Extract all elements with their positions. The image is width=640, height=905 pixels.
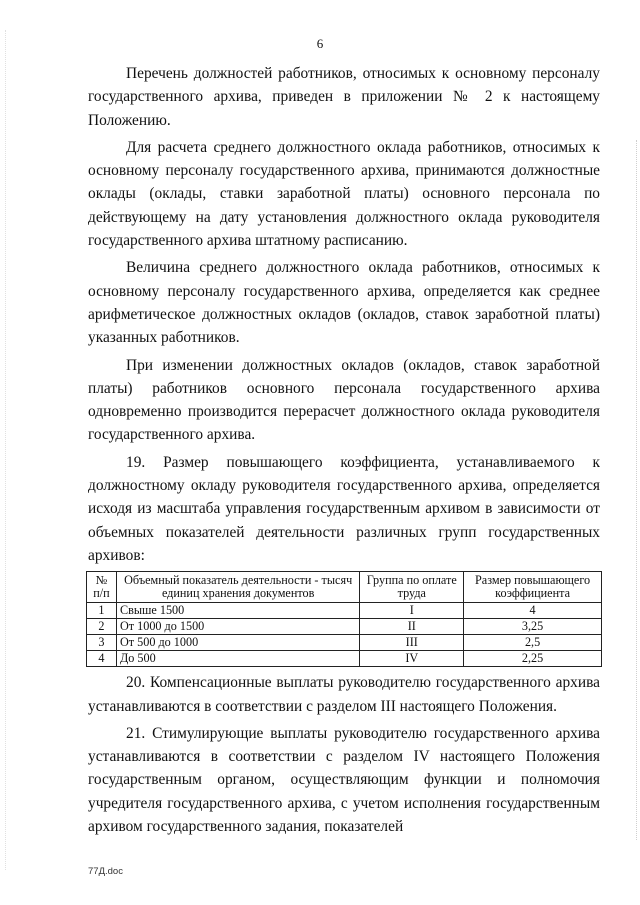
cell-coefficient: 2,25: [464, 651, 602, 667]
table-row: [87, 635, 602, 651]
document-body: [88, 62, 600, 842]
paragraph-19: 19. Размер повышающего коэффициента, устанавливаемого к должностному окладу руководителя государственного архива, определяется исходя из масштаба управления государственным архивом в зависимости от объемных показателей деятельности различных групп государственных архивов:: [88, 453, 600, 564]
cell-group: IV: [360, 651, 464, 667]
cell-number: 4: [87, 651, 117, 667]
cell-coefficient: 4: [464, 603, 602, 619]
cell-group: I: [360, 603, 464, 619]
header-number: № п/п: [87, 572, 117, 603]
cell-volume: От 1000 до 1500: [116, 619, 359, 635]
paragraph-average-salary-calc: Для расчета среднего должностного оклада работников, относимых к основному персоналу государственного архива, принимаются должностные оклады (оклады, ставки заработной платы) основного персонала по действующему на дату установления должностного оклада руководителя государственного архива штатному расписанию.: [88, 138, 600, 250]
paragraph-recalculation: При изменении должностных окладов (окладов, ставок заработной платы) работников основного персонала государственного архива одновременно производится перерасчет должностного оклада руководителя государственного архива.: [88, 356, 600, 444]
cell-volume: Свыше 1500: [116, 603, 359, 619]
cell-coefficient: 3,25: [464, 619, 602, 635]
paragraph-21: 21. Стимулирующие выплаты руководителю государственного архива устанавливаются в соответствии с разделом IV настоящего Положения государственным органом, осуществляющим функции и полномочия учредителя государственного архива, с учетом исполнения государственным архивом государственного задания, показателей: [88, 724, 600, 836]
table-row: [87, 619, 602, 635]
coefficient-table: [86, 571, 602, 667]
table-header-row: [87, 572, 602, 603]
header-coefficient: Размер повышающего коэффициента: [464, 572, 602, 603]
paragraph-average-salary-value: Величина среднего должностного оклада работников, относимых к основному персоналу государственного архива, определяется как среднее арифметическое должностных окладов (окладов, ставок заработной платы) указанных работников.: [88, 259, 600, 347]
table-row: [87, 651, 602, 667]
cell-group: III: [360, 635, 464, 651]
header-pay-group: Группа по оплате труда: [360, 572, 464, 603]
paragraph-20: 20. Компенсационные выплаты руководителю государственного архива устанавливаются в соответствии с разделом III настоящего Положения.: [88, 674, 600, 715]
cell-group: II: [360, 619, 464, 635]
file-name-footer: 77Д.doc: [88, 866, 123, 877]
scan-edge-right: [635, 140, 637, 840]
scan-edge-left: [5, 30, 7, 870]
paragraph-list-of-positions: Перечень должностей работников, относимых к основному персоналу государственного архива, приведен в приложении № 2 к настоящему Положению.: [88, 65, 600, 129]
header-volume-indicator: Объемный показатель деятельности - тысяч единиц хранения документов: [116, 572, 359, 603]
table-row: [87, 603, 602, 619]
cell-volume: От 500 до 1000: [116, 635, 359, 651]
cell-volume: До 500: [116, 651, 359, 667]
page-number: 6: [316, 36, 324, 51]
cell-number: 1: [87, 603, 117, 619]
cell-number: 3: [87, 635, 117, 651]
cell-number: 2: [87, 619, 117, 635]
cell-coefficient: 2,5: [464, 635, 602, 651]
